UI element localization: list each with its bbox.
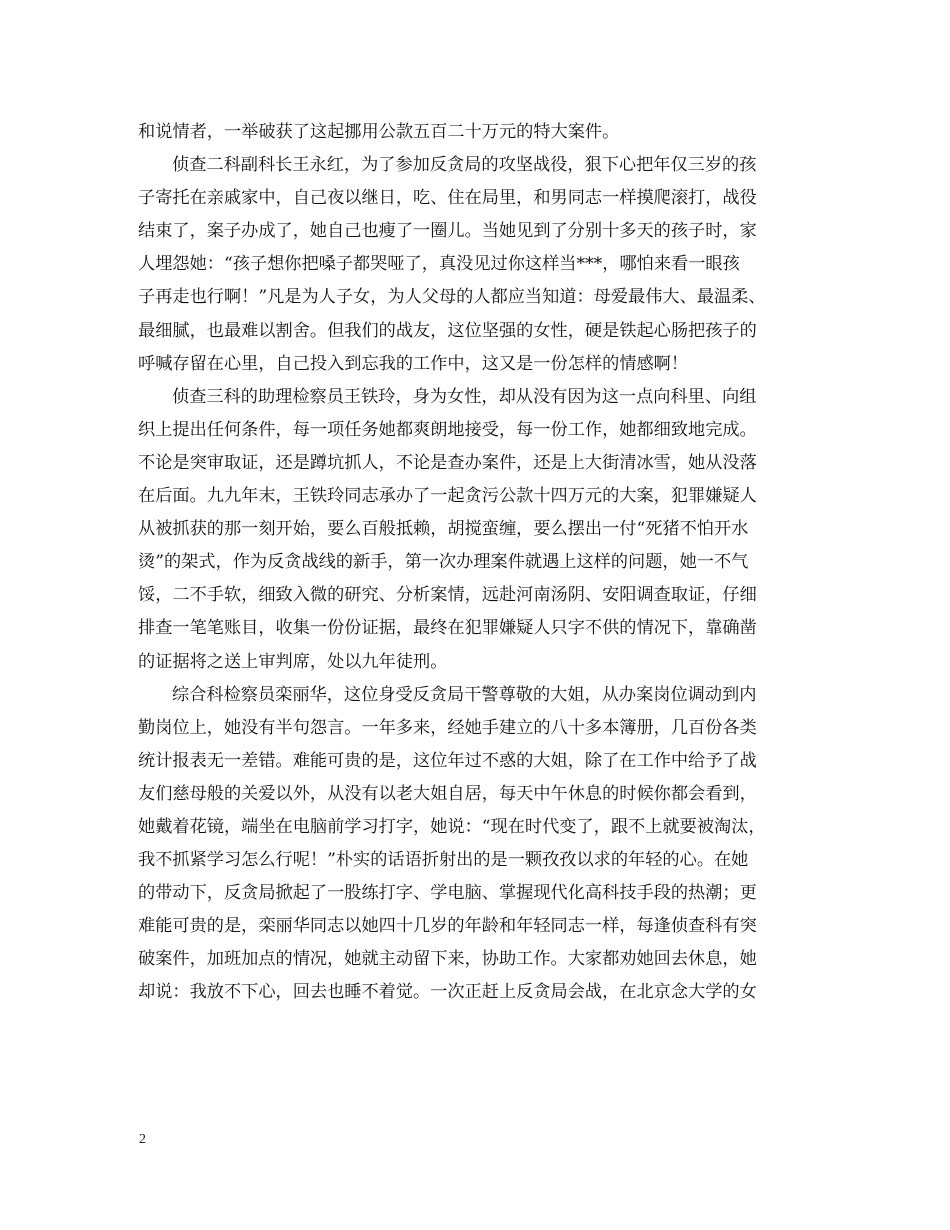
- text-line: 却说：我放不下心，回去也睡不着觉。一次正赶上反贪局会战，在北京念大学的女: [138, 982, 757, 1003]
- text-line: 最细腻，也最难以割舍。但我们的战友，这位坚强的女性，硬是铁起心肠把孩子的: [138, 320, 757, 341]
- document-body: [138, 116, 838, 1010]
- text-line: 破案件，加班加点的情况，她就主动留下来，协助工作。大家都劝她回去休息，她: [138, 949, 757, 970]
- text-line: 馁，二不手软，细致入微的研究、分析案情，远赴河南汤阴、安阳调查取证，仔细: [138, 585, 757, 606]
- paragraph-start-line: 侦查三科的助理检察员王铁玲，身为女性，却从没有因为这一点向科里、向组: [172, 386, 757, 407]
- text-line: 我不抓紧学习怎么行呢！”朴实的话语折射出的是一颗孜孜以求的年轻的心。在她: [138, 850, 749, 871]
- page-number: 2: [139, 1132, 146, 1147]
- text-line: 子再走也行啊！”凡是为人子女，为人父母的人都应当知道：母爱最伟大、最温柔、: [138, 287, 766, 308]
- paragraph-start-line: 综合科检察员栾丽华，这位身受反贪局干警尊敬的大姐，从办案岗位调动到内: [172, 684, 757, 705]
- text-line: 子寄托在亲戚家中，自己夜以继日，吃、住在局里，和男同志一样摸爬滚打，战役: [138, 188, 757, 209]
- text-line: 结束了，案子办成了，她自己也瘦了一圈儿。当她见到了分别十多天的孩子时，家: [138, 221, 757, 242]
- text-line: 烫”的架式，作为反贪战线的新手，第一次办理案件就遇上这样的问题，她一不气: [138, 552, 749, 573]
- text-line: 勤岗位上，她没有半句怨言。一年多来，经她手建立的八十多本簿册，几百份各类: [138, 717, 757, 738]
- text-line: 在后面。九九年末，王铁玲同志承办了一起贪污公款十四万元的大案，犯罪嫌疑人: [138, 486, 757, 507]
- text-line: 统计报表无一差错。难能可贵的是，这位年过不惑的大姐，除了在工作中给予了战: [138, 750, 757, 771]
- text-line: 她戴着花镜，端坐在电脑前学习打字，她说：“现在时代变了，跟不上就要被淘汰，: [138, 816, 766, 837]
- text-line: 的带动下，反贪局掀起了一股练打字、学电脑、掌握现代化高科技手段的热潮；更: [138, 883, 757, 904]
- text-line: 的证据将之送上审判席，处以九年徒刑。: [138, 651, 448, 672]
- text-line: 不论是突审取证，还是蹲坑抓人，不论是查办案件，还是上大街清冰雪，她从没落: [138, 452, 757, 473]
- paragraph-start-line: 侦查二科副科长王永红，为了参加反贪局的攻坚战役，狠下心把年仅三岁的孩: [172, 155, 757, 176]
- text-line: 呼喊存留在心里，自己投入到忘我的工作中，这又是一份怎样的情感啊！: [138, 353, 689, 374]
- text-line: 排查一笔笔账目，收集一份份证据，最终在犯罪嫌疑人只字不供的情况下，靠确凿: [138, 618, 757, 639]
- text-line: 人埋怨她：“孩子想你把嗓子都哭哑了，真没见过你这样当***，哪怕来看一眼孩: [138, 254, 740, 275]
- text-line: 友们慈母般的关爱以外，从没有以老大姐自居，每天中午休息的时候你都会看到，: [138, 783, 757, 804]
- text-line: 织上提出任何条件，每一项任务她都爽朗地接受，每一份工作，她都细致地完成。: [138, 419, 757, 440]
- text-line: 从被抓获的那一刻开始，要么百般抵赖，胡搅蛮缠，要么摆出一付“死猪不怕开水: [138, 519, 749, 540]
- text-line: 难能可贵的是，栾丽华同志以她四十几岁的年龄和年轻同志一样，每逢侦查科有突: [138, 916, 757, 937]
- text-line: 和说情者，一举破获了这起挪用公款五百二十万元的特大案件。: [138, 122, 620, 142]
